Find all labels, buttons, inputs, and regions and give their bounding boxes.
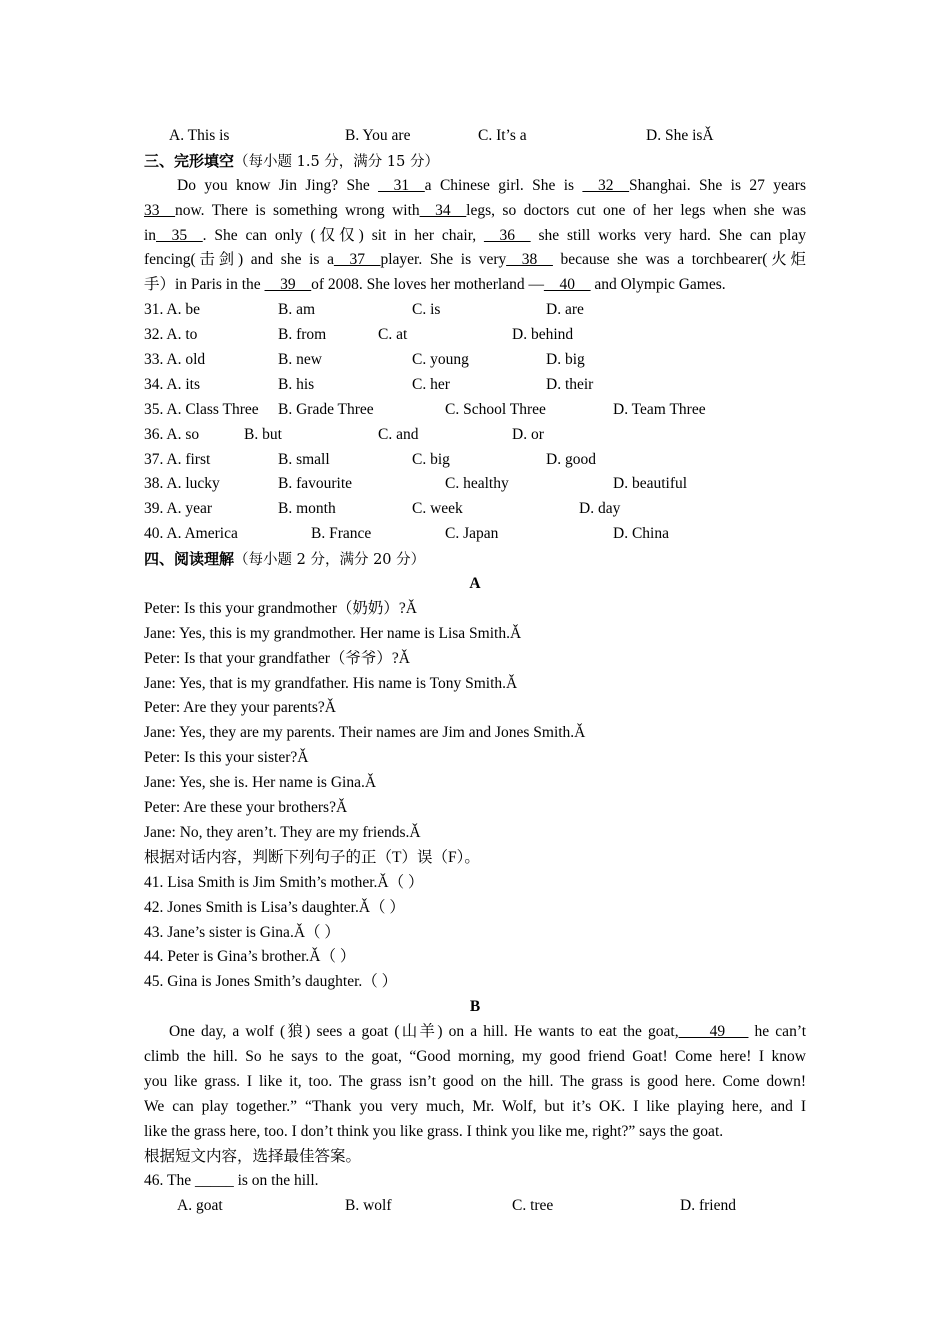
question-31: 31. A. be B. am C. is D. are — [144, 301, 584, 319]
section3-heading — [144, 149, 806, 174]
cloze-line-5: 手）in Paris in the __39__of 2008. She loves her motherland —__40__ and Olympic Games. — [144, 276, 726, 294]
question-36: 36. A. so B. but C. and D. or — [144, 425, 544, 443]
dialogue-line: Jane: No, they aren’t. They are my friends.Ǎ — [144, 823, 421, 841]
passage-b-line-4: We can play together.” “Thank you very much, Mr. Wolf, but it’s OK. I like playing here, and I — [144, 1097, 806, 1115]
question-46: 46. The _____ is on the hill. — [144, 1172, 319, 1190]
q30-option-d: D. She isǍ — [646, 127, 714, 144]
cloze-line-3: in__35__. She can only (仅仅) sit in her chair, __36__ she still works very hard. She can play — [144, 226, 806, 244]
question-33: 33. A. old B. new C. young D. big — [144, 351, 585, 369]
blank-49: ____49___ — [678, 1023, 749, 1041]
question-40: 40. A. America B. France C. Japan D. China — [144, 525, 669, 543]
part-a-instruction: 根据对话内容，判断下列句子的正（T）误（F）。 — [144, 848, 480, 866]
cloze-line-4: fencing(击剑) and she is a__37__player. She is very__38__ because she was a torchbearer(火炬 — [144, 251, 806, 269]
q46-option-d: D. friend — [680, 1197, 736, 1215]
q46-option-a: A. goat — [177, 1197, 223, 1215]
part-b-instruction: 根据短文内容，选择最佳答案。 — [144, 1147, 362, 1165]
dialogue-line: Jane: Yes, she is. Her name is Gina.Ǎ — [144, 774, 377, 792]
q30-option-a: A. This is — [169, 127, 230, 144]
blank-38: __38__ — [506, 251, 553, 269]
question-37: 37. A. first B. small C. big D. good — [144, 450, 596, 468]
cloze-line-1: Do you know Jin Jing? She __31__a Chinese girl. She is __32__Shanghai. She is 27 years — [177, 176, 807, 194]
q30-option-b: B. You are — [345, 127, 411, 144]
blank-33: 33__ — [144, 201, 175, 219]
passage-b-line-1: One day, a wolf (狼) sees a goat (山羊) on a hill. He wants to eat the goat,____49___ he can’t — [169, 1023, 807, 1041]
statement-43: 43. Jane’s sister is Gina.Ǎ（ ） — [144, 923, 340, 941]
blank-32: __32__ — [582, 176, 630, 194]
section4-heading — [144, 547, 806, 572]
question-32: 32. A. to B. from C. at D. behind — [144, 326, 574, 344]
blank-31: __31__ — [378, 176, 425, 194]
dialogue-line: Peter: Are these your brothers?Ǎ — [144, 799, 348, 817]
q30-options — [144, 124, 806, 149]
passage-b-line-2: climb the hill. So he says to the goat, “Good morning, my good friend Goat! Come here! I know — [144, 1047, 806, 1065]
blank-35: __35__ — [156, 226, 203, 244]
blank-40: __40__ — [543, 276, 591, 294]
q46-option-b: B. wolf — [345, 1197, 392, 1215]
question-39: 39. A. year B. month C. week D. day — [144, 500, 621, 518]
blank-36: __36__ — [484, 226, 531, 244]
statement-45: 45. Gina is Jones Smith’s daughter.（ ） — [144, 973, 398, 991]
part-b-heading: B — [469, 998, 481, 1016]
statement-44: 44. Peter is Gina’s brother.Ǎ（ ） — [144, 948, 356, 966]
passage-b-line-5: like the grass here, too. I don’t think you like grass. I think you like me, right?” says the goat. — [144, 1122, 724, 1140]
dialogue-line: Jane: Yes, that is my grandfather. His name is Tony Smith.Ǎ — [144, 674, 518, 692]
section4-title: 四、阅读理解 — [144, 550, 235, 569]
dialogue-line: Peter: Is this your grandmother（奶奶）?Ǎ — [144, 599, 417, 617]
exam-page — [144, 124, 806, 1219]
question-38: 38. A. lucky B. favourite C. healthy D. beautiful — [144, 475, 688, 493]
question-35: 35. A. Class Three B. Grade Three C. School Three D. Team Three — [144, 400, 706, 418]
blank-37: __37__ — [333, 251, 381, 269]
q46-option-c: C. tree — [512, 1197, 554, 1215]
blank-34: __34__ — [419, 201, 467, 219]
dialogue-line: Jane: Yes, this is my grandmother. Her name is Lisa Smith.Ǎ — [144, 624, 522, 642]
dialogue-line: Peter: Is that your grandfather（爷爷）?Ǎ — [144, 649, 411, 667]
section3-note: （每小题 1.5 分，满分 15 分） — [234, 153, 439, 170]
question-34: 34. A. its B. his C. her D. their — [144, 375, 594, 393]
q30-option-c: C. It’s a — [478, 127, 527, 144]
statement-41: 41. Lisa Smith is Jim Smith’s mother.Ǎ（ ） — [144, 873, 424, 891]
section3-title: 三、完形填空 — [144, 151, 235, 170]
blank-39: __39__ — [264, 276, 312, 294]
section4-note: （每小题 2 分，满分 20 分） — [234, 552, 426, 569]
q46-options — [144, 1194, 806, 1219]
dialogue-line: Peter: Are they your parents?Ǎ — [144, 699, 336, 717]
part-a-heading: A — [469, 575, 481, 593]
cloze-line-2: 33__now. There is something wrong with__34__legs, so doctors cut one of her legs when she was — [144, 201, 806, 219]
passage-b-line-3: you like grass. I like it, too. The grass isn’t good on the hill. The grass is good here. Come down! — [144, 1072, 806, 1090]
statement-42: 42. Jones Smith is Lisa’s daughter.Ǎ（ ） — [144, 898, 405, 916]
dialogue-line: Peter: Is this your sister?Ǎ — [144, 749, 309, 767]
dialogue-line: Jane: Yes, they are my parents. Their names are Jim and Jones Smith.Ǎ — [144, 724, 586, 742]
